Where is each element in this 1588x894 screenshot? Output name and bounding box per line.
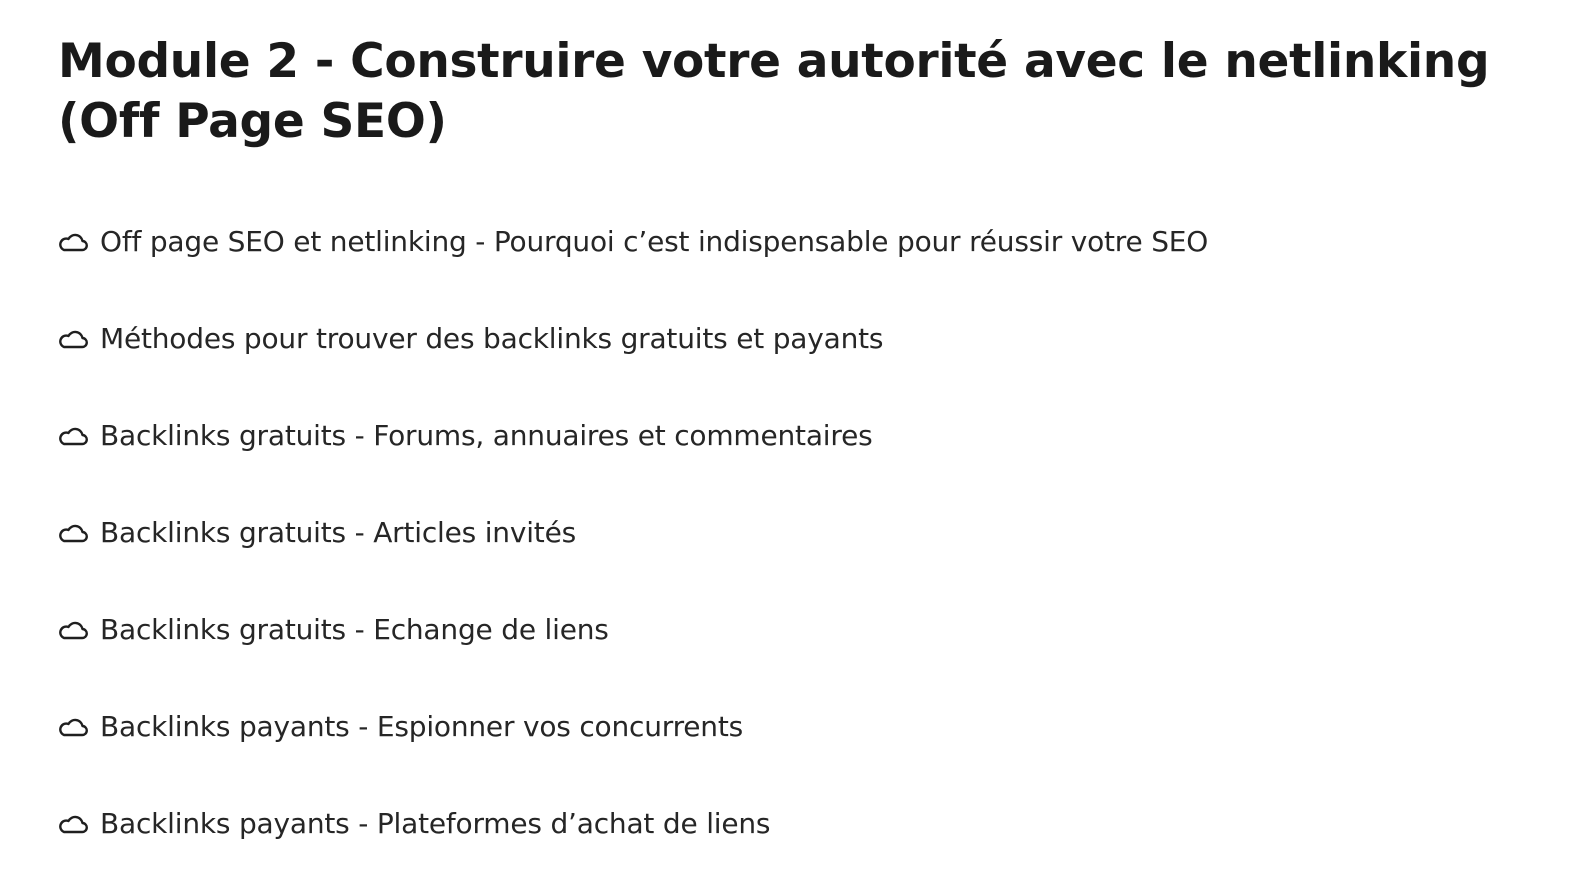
module-section (58, 32, 1558, 840)
cloud-icon (58, 424, 88, 448)
lesson-label: Méthodes pour trouver des backlinks gratuits et payants (100, 322, 884, 355)
lesson-label: Backlinks payants - Espionner vos concurrents (100, 710, 744, 743)
lesson-label: Backlinks gratuits - Forums, annuaires et commentaires (100, 419, 873, 452)
lesson-item[interactable] (58, 581, 1208, 678)
lesson-label: Backlinks payants - Plateformes d’achat de liens (100, 807, 771, 840)
cloud-icon (58, 618, 88, 642)
lesson-label: Backlinks gratuits - Articles invités (100, 516, 576, 549)
lesson-item[interactable] (58, 387, 1208, 484)
cloud-icon (58, 230, 88, 254)
cloud-icon (58, 327, 88, 351)
cloud-icon (58, 521, 88, 545)
lesson-item[interactable] (58, 484, 1208, 581)
lesson-item[interactable] (58, 775, 1208, 872)
cloud-icon (58, 715, 88, 739)
lesson-item[interactable] (58, 193, 1208, 290)
lesson-label: Backlinks gratuits - Echange de liens (100, 613, 609, 646)
lesson-label: Off page SEO et netlinking - Pourquoi c’est indispensable pour réussir votre SEO (100, 225, 1209, 258)
cloud-icon (58, 812, 88, 836)
lesson-list (58, 193, 1208, 872)
lesson-item[interactable] (58, 678, 1208, 775)
lesson-item[interactable] (58, 290, 1208, 387)
module-title: Module 2 - Construire votre autorité avec le netlinking (Off Page SEO) (58, 34, 1490, 149)
